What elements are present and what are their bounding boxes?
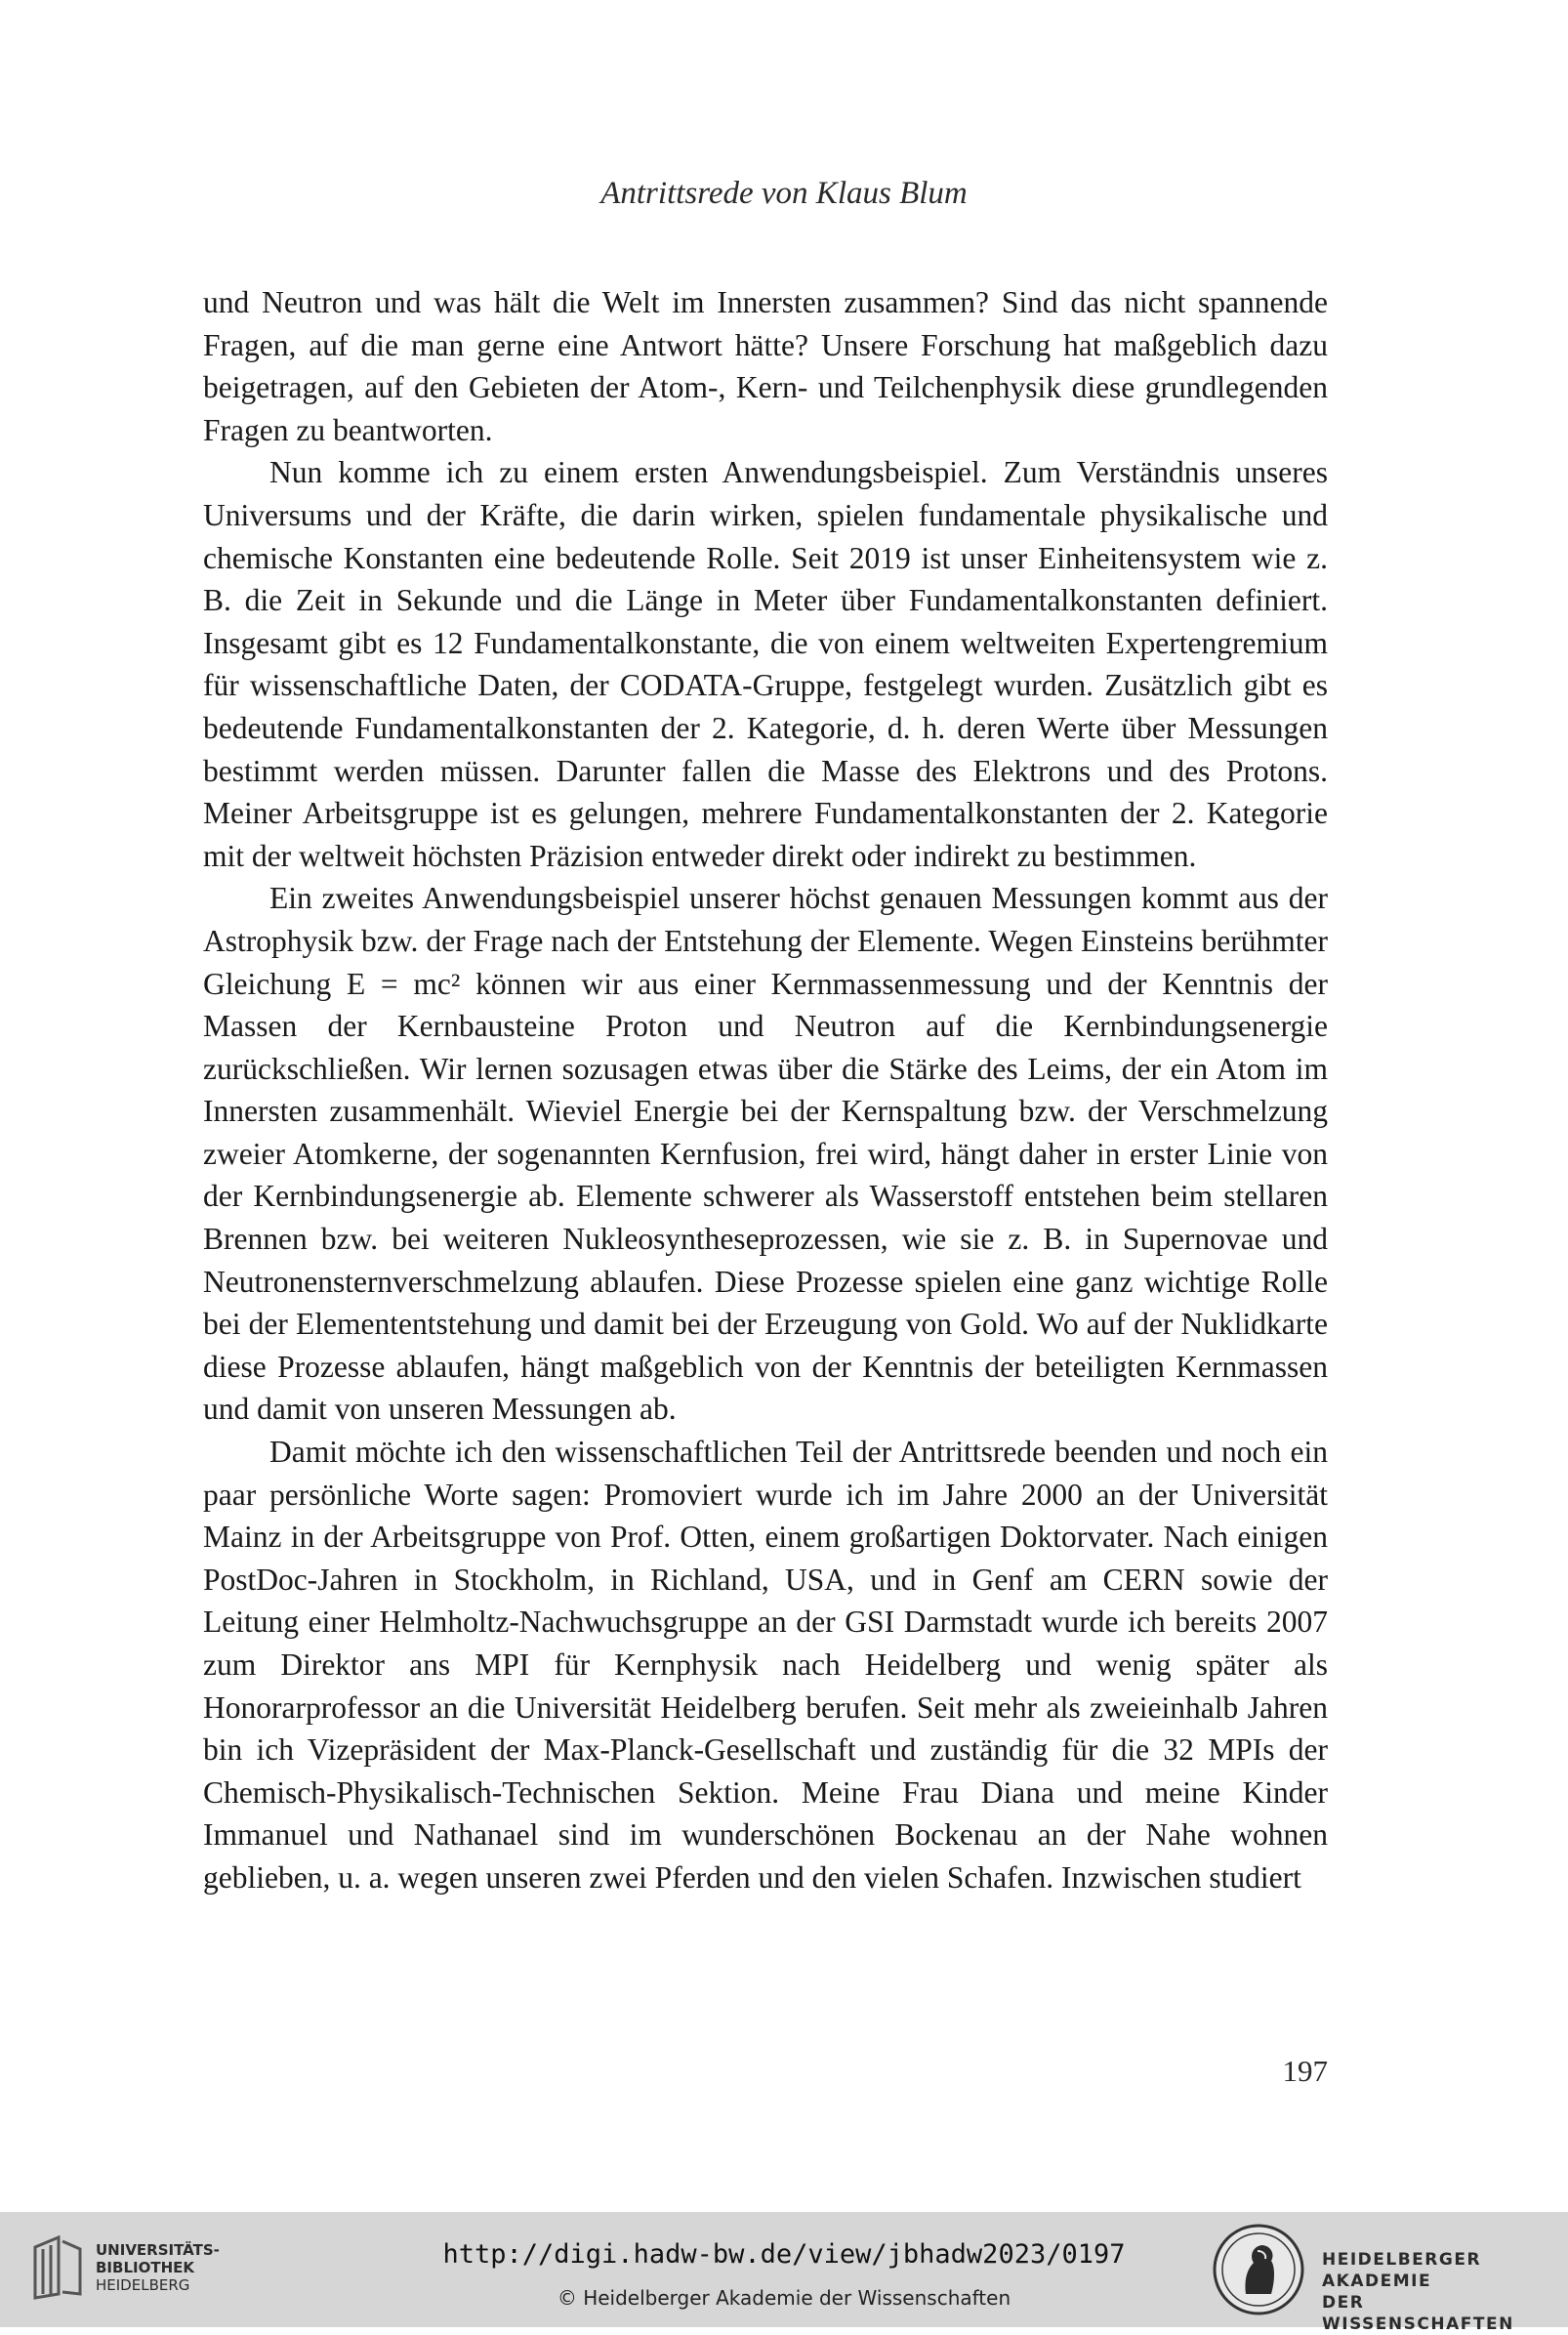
document-url-link[interactable]: http://digi.hadw-bw.de/view/jbhadw2023/0197 xyxy=(442,2239,1126,2270)
copyright-notice: © Heidelberger Akademie der Wissenschaften xyxy=(557,2286,1011,2310)
paragraph-1: und Neutron und was hält die Welt im Innersten zusammen? Sind das nicht spannende Fragen, auf die man gerne eine Antwort hätte? Unsere Forschung hat maßgeblich dazu beigetragen, auf den Gebieten der Atom-, Kern- und Teilchenphysik diese grundlegenden Fragen zu beantworten. xyxy=(203,285,1328,447)
academy-logo[interactable] xyxy=(1211,2222,1562,2334)
academy-seal-icon xyxy=(1211,2222,1306,2317)
running-head: Antrittsrede von Klaus Blum xyxy=(600,176,968,211)
paragraph-3: Ein zweites Anwendungsbeispiel unserer höchst genauen Messungen kommt aus der Astrophysik bzw. der Frage nach der Entstehung der Elemente. Wegen Einsteins berühmter Gleichung E = mc² können wir aus einer Kernmassenmessung und der Kenntnis der Massen der Kernbausteine Proton und Neutron auf die Kernbindungsenergie zurückschließen. Wir lernen sozusagen etwas über die Stärke des Leims, der ein Atom im Innersten zusammenhält. Wieviel Energie bei der Kernspaltung bzw. der Verschmelzung zweier Atomkerne, der sogenannten Kernfusion, frei wird, hängt daher in erster Linie von der Kernbindungsenergie ab. Elemente schwerer als Wasserstoff entstehen beim stellaren Brennen bzw. bei weiteren Nukleosyntheseprozessen, wie sie z. B. in Supernovae und Neutronensternverschmelzung ablaufen. Diese Prozesse spielen eine ganz wichtige Rolle bei der Elemententstehung und damit bei der Erzeugung von Gold. Wo auf der Nuklidkarte diese Prozesse ablaufen, hängt maßgeblich von der Kenntnis der beteiligten Kernmassen und damit von unseren Messungen ab. xyxy=(203,881,1328,1427)
page-number: 197 xyxy=(1282,2054,1328,2088)
body-text xyxy=(203,281,1328,1899)
viewer-footer xyxy=(0,2212,1568,2334)
paragraph-2: Nun komme ich zu einem ersten Anwendungsbeispiel. Zum Verständnis unseres Universums und der Kräfte, die darin wirken, spielen fundamentale physikalische und chemische Konstanten eine bedeutende Rolle. Seit 2019 ist unser Einheitensystem wie z. B. die Zeit in Sekunde und die Länge in Meter über Fundamentalkonstanten definiert. Insgesamt gibt es 12 Fundamentalkonstante, die von einem weltweiten Expertengremium für wissenschaftliche Daten, der CODATA-Gruppe, festgelegt wurden. Zusätzlich gibt es bedeutende Fundamentalkonstanten der 2. Kategorie, d. h. deren Werte über Messungen bestimmt werden müssen. Darunter fallen die Masse des Elektrons und des Protons. Meiner Arbeitsgruppe ist es gelungen, mehrere Fundamentalkonstanten der 2. Kategorie mit der weltweit höchsten Präzision entweder direkt oder indirekt zu bestimmen. xyxy=(203,455,1328,873)
university-library-name: UNIVERSITÄTS- BIBLIOTHEK HEIDELBERG xyxy=(96,2241,220,2294)
academy-name: HEIDELBERGER AKADEMIE DER WISSENSCHAFTEN xyxy=(1322,2250,1514,2334)
paragraph-4: Damit möchte ich den wissenschaftlichen Teil der Antrittsrede beenden und noch ein paar persönliche Worte sagen: Promoviert wurde ich im Jahre 2000 an der Universität Mainz in der Arbeitsgruppe von Prof. Otten, einem großartigen Doktorvater. Nach einigen PostDoc-Jahren in Stockholm, in Richland, USA, und in Genf am CERN sowie der Leitung einer Helmholtz-Nachwuchsgruppe an der GSI Darmstadt wurde ich bereits 2007 zum Direktor ans MPI für Kernphysik nach Heidelberg und wenig später als Honorarprofessor an die Universität Heidelberg berufen. Seit mehr als zweieinhalb Jahren bin ich Vizepräsident der Max-Planck-Gesellschaft und zuständig für die 32 MPIs der Chemisch-Physikalisch-Technischen Sektion. Meine Frau Diana und meine Kinder Immanuel und Nathanael sind im wunderschönen Bockenau an der Nahe wohnen geblieben, u. a. wegen unseren zwei Pferden und den vielen Schafen. Inzwischen studiert xyxy=(203,1435,1328,1895)
